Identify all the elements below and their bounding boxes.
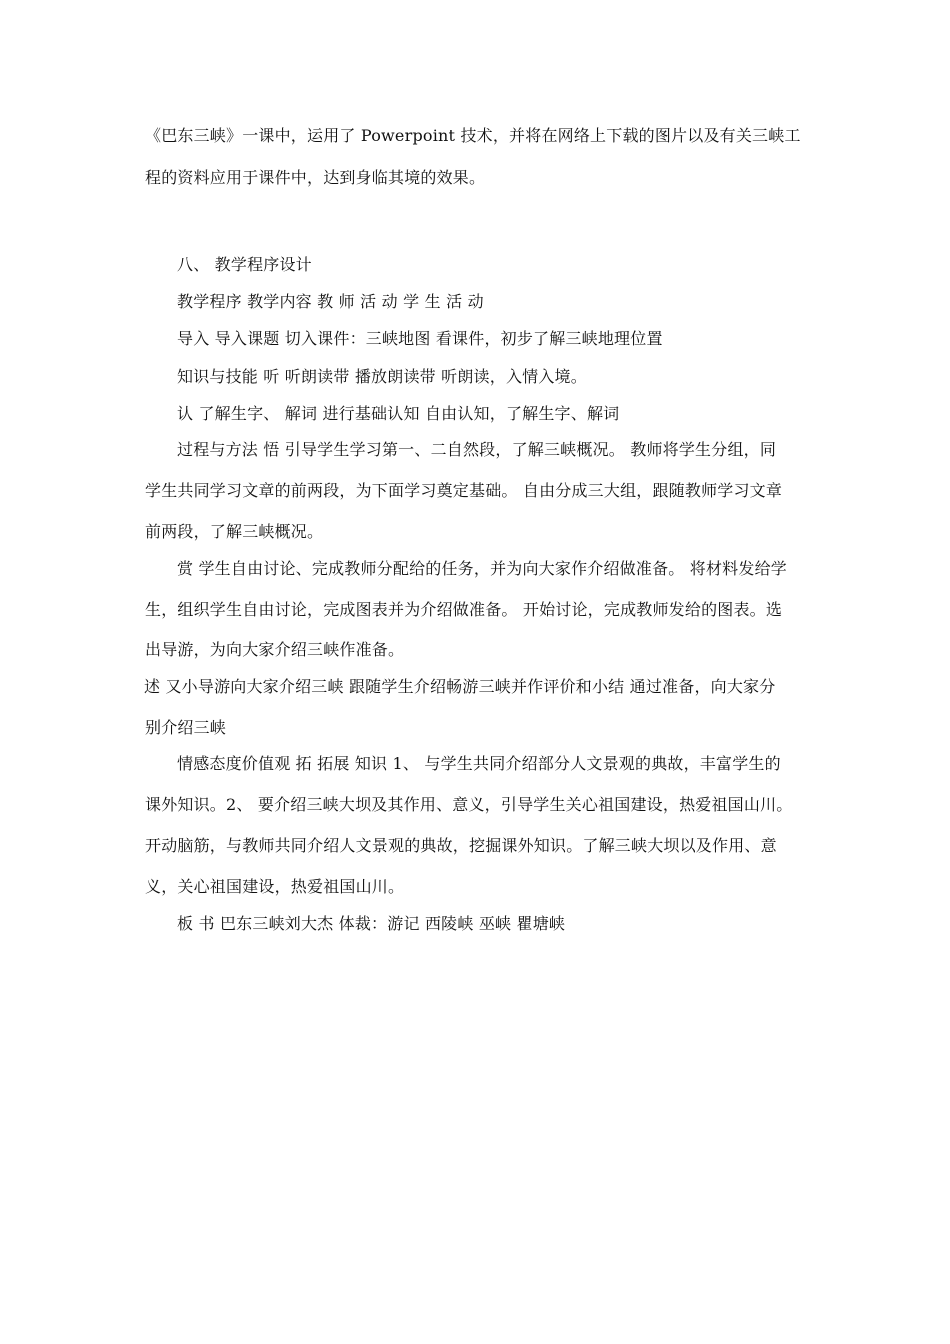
paragraph-line: 知识与技能 听 听朗读带 播放朗读带 听朗读，入情入境。 <box>177 367 587 386</box>
paragraph-line: 前两段，了解三峡概况。 <box>145 522 324 541</box>
paragraph-line: 过程与方法 悟 引导学生学习第一、二自然段，了解三峡概况。 教师将学生分组，同 <box>177 440 777 459</box>
paragraph-line: 别介绍三峡 <box>145 718 227 737</box>
board-writing-line: 板 书 巴东三峡刘大杰 体裁：游记 西陵峡 巫峡 瞿塘峡 <box>177 914 566 933</box>
paragraph-line: 认 了解生字、 解词 进行基础认知 自由认知，了解生字、解词 <box>177 404 620 423</box>
paragraph-line: 义，关心祖国建设，热爱祖国山川。 <box>145 877 405 896</box>
table-header-line: 教学程序 教学内容 教 师 活 动 学 生 活 动 <box>177 292 484 311</box>
paragraph-line: 导入 导入课题 切入课件：三峡地图 看课件，初步了解三峡地理位置 <box>177 329 663 348</box>
paragraph-line: 出导游，为向大家介绍三峡作准备。 <box>145 640 405 659</box>
paragraph-line: 程的资料应用于课件中，达到身临其境的效果。 <box>145 168 486 187</box>
paragraph-line: 《巴东三峡》一课中，运用了 Powerpoint 技术，并将在网络上下载的图片以及有关三峡工 <box>145 126 801 145</box>
section-heading: 八、 教学程序设计 <box>177 255 312 274</box>
paragraph-line: 赏 学生自由讨论、完成教师分配给的任务，并为向大家作介绍做准备。 将材料发给学 <box>177 559 787 578</box>
paragraph-line: 生，组织学生自由讨论，完成图表并为介绍做准备。 开始讨论，完成教师发给的图表。选 <box>145 600 783 619</box>
paragraph-line: 述 又小导游向大家介绍三峡 跟随学生介绍畅游三峡并作评价和小结 通过准备，向大家分 <box>144 677 776 696</box>
paragraph-line: 学生共同学习文章的前两段，为下面学习奠定基础。 自由分成三大组，跟随教师学习文章 <box>145 481 783 500</box>
paragraph-line: 情感态度价值观 拓 拓展 知识 1、 与学生共同介绍部分人文景观的典故，丰富学生的 <box>177 754 781 773</box>
paragraph-line: 开动脑筋，与教师共同介绍人文景观的典故，挖掘课外知识。了解三峡大坝以及作用、意 <box>145 836 777 855</box>
paragraph-line: 课外知识。2、 要介绍三峡大坝及其作用、意义，引导学生关心祖国建设，热爱祖国山川。 <box>145 795 793 814</box>
